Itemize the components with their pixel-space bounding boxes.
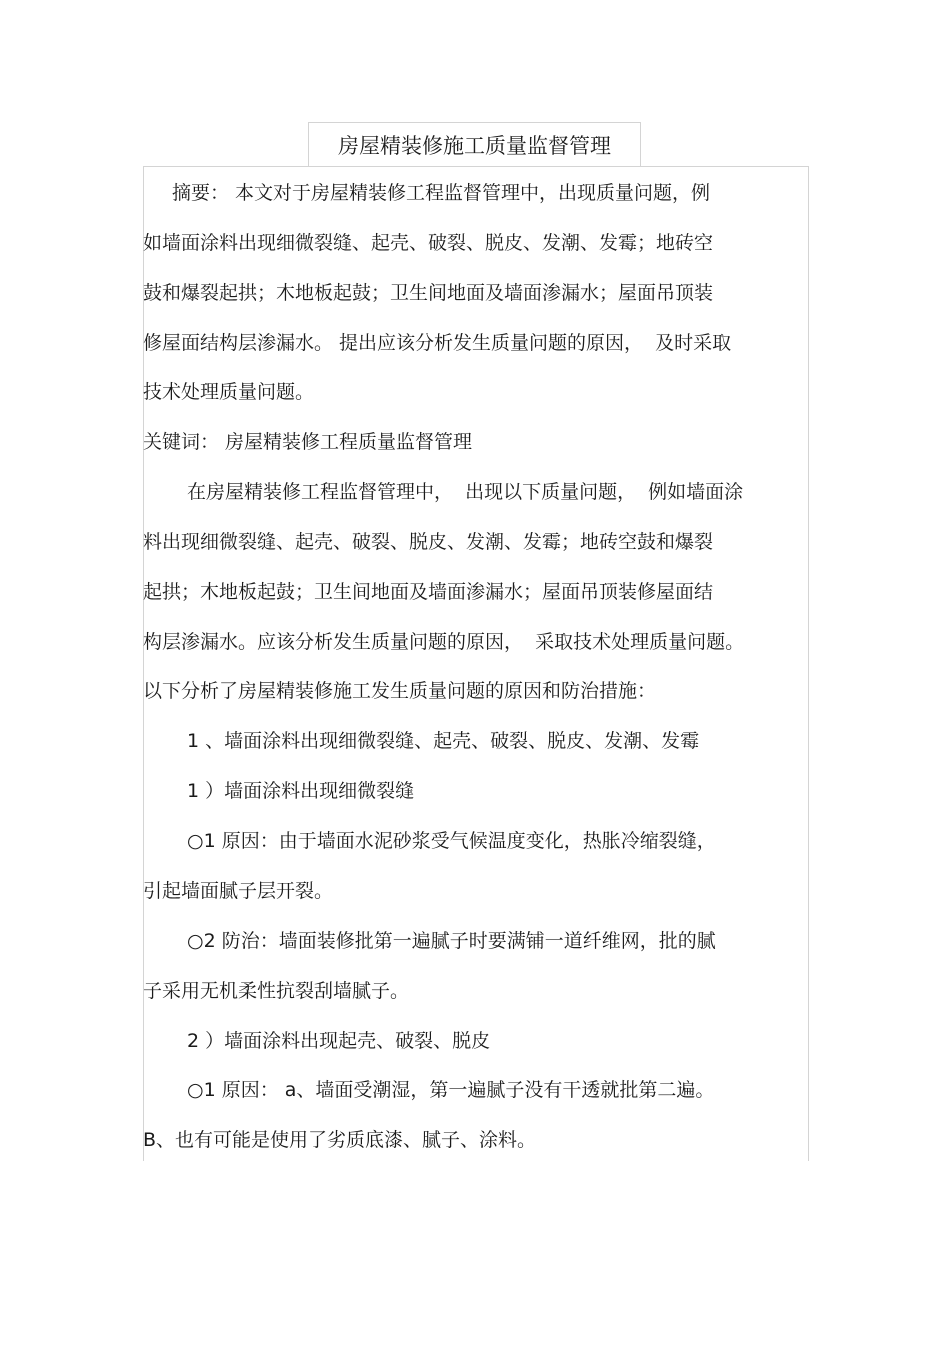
keywords-line: 关键词： 房屋精装修工程质量监督管理 bbox=[143, 431, 473, 453]
body-line-1: 在房屋精装修工程监督管理中， 出现以下质量问题， 例如墙面涂 bbox=[187, 481, 744, 503]
abstract-line-1: 摘要： 本文对于房屋精装修工程监督管理中，出现质量问题，例 bbox=[172, 182, 711, 204]
document-title: 房屋精装修施工质量监督管理 bbox=[338, 134, 611, 158]
subsection-heading-2: 2 ）墙面涂料出现起壳、破裂、脱皮 bbox=[187, 1030, 491, 1052]
text-frame bbox=[143, 166, 809, 1161]
body-line-5: 以下分析了房屋精装修施工发生质量问题的原因和防治措施： bbox=[143, 680, 657, 702]
subsection-heading-1: 1 ）墙面涂料出现细微裂缝 bbox=[187, 780, 415, 802]
prevention-line-1: ○2 防治：墙面装修批第一遍腻子时要满铺一道纤维网，批的腻 bbox=[187, 930, 716, 952]
abstract-line-5: 技术处理质量问题。 bbox=[143, 381, 315, 403]
abstract-line-3: 鼓和爆裂起拱；木地板起鼓；卫生间地面及墙面渗漏水；屋面吊顶装 bbox=[143, 282, 714, 304]
body-line-4: 构层渗漏水。应该分析发生质量问题的原因， 采取技术处理质量问题。 bbox=[143, 631, 745, 653]
cause-line-4: B、也有可能是使用了劣质底漆、腻子、涂料。 bbox=[143, 1129, 537, 1151]
cause-line-1: ○1 原因：由于墙面水泥砂浆受气候温度变化，热胀冷缩裂缝， bbox=[187, 830, 716, 852]
abstract-line-2: 如墙面涂料出现细微裂缝、起壳、破裂、脱皮、发潮、发霉；地砖空 bbox=[143, 232, 714, 254]
body-line-2: 料出现细微裂缝、起壳、破裂、脱皮、发潮、发霉；地砖空鼓和爆裂 bbox=[143, 531, 714, 553]
abstract-line-4: 修屋面结构层渗漏水。 提出应该分析发生质量问题的原因， 及时采取 bbox=[143, 332, 732, 354]
prevention-line-2: 子采用无机柔性抗裂刮墙腻子。 bbox=[143, 980, 410, 1002]
cause-line-2: 引起墙面腻子层开裂。 bbox=[143, 880, 334, 902]
cause-line-3: ○1 原因： a、墙面受潮湿，第一遍腻子没有干透就批第二遍。 bbox=[187, 1079, 715, 1101]
body-line-3: 起拱；木地板起鼓；卫生间地面及墙面渗漏水；屋面吊顶装修屋面结 bbox=[143, 581, 714, 603]
section-heading-1: 1 、墙面涂料出现细微裂缝、起壳、破裂、脱皮、发潮、发霉 bbox=[187, 730, 700, 752]
